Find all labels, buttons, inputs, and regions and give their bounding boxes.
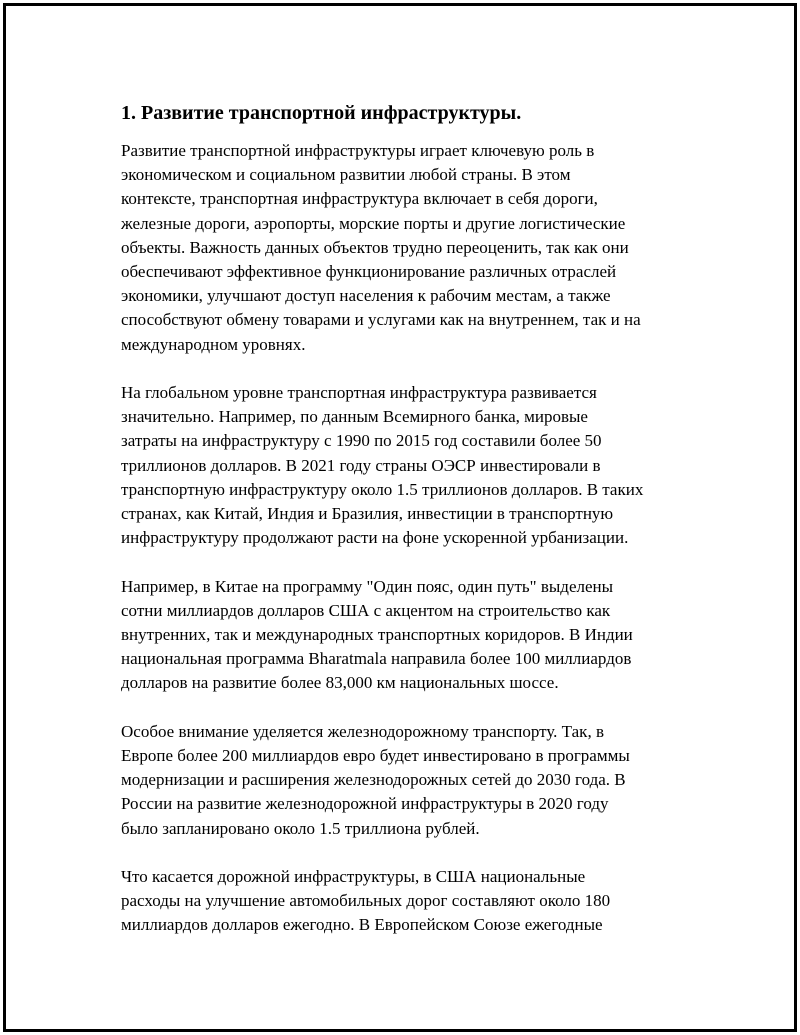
section-heading: 1. Развитие транспортной инфраструктуры. <box>121 102 522 124</box>
paragraph-1 <box>121 139 701 357</box>
paragraph-line: затраты на инфраструктуру с 1990 по 2015 год составили более 50 <box>121 431 602 451</box>
paragraph-line: Европе более 200 миллиардов евро будет инвестировано в программы <box>121 746 630 766</box>
page-frame <box>3 3 797 1032</box>
paragraph-line: внутренних, так и международных транспортных коридоров. В Индии <box>121 625 633 645</box>
paragraph-4 <box>121 720 701 841</box>
paragraph-line: триллионов долларов. В 2021 году страны ОЭСР инвестировали в <box>121 455 601 475</box>
paragraph-line: России на развитие железнодорожной инфраструктуры в 2020 году <box>121 794 609 814</box>
paragraph-line: Развитие транспортной инфраструктуры играет ключевую роль в <box>121 141 595 160</box>
paragraph-line: модернизации и расширения железнодорожных сетей до 2030 года. В <box>121 770 626 790</box>
paragraph-line: долларов на развитие более 83,000 км национальных шоссе. <box>121 673 559 693</box>
paragraph-line: способствуют обмену товарами и услугами как на внутреннем, так и на <box>121 310 641 330</box>
paragraph-line: экономики, улучшают доступ населения к рабочим местам, а также <box>121 286 611 306</box>
document-body <box>121 100 701 962</box>
paragraph-line: миллиардов долларов ежегодно. В Европейском Союзе ежегодные <box>121 915 603 935</box>
paragraph-line: Особое внимание уделяется железнодорожному транспорту. Так, в <box>121 721 604 741</box>
paragraph-line: международном уровнях. <box>121 334 306 354</box>
paragraph-line: На глобальном уровне транспортная инфраструктура развивается <box>121 383 597 403</box>
paragraph-line: значительно. Например, по данным Всемирного банка, мировые <box>121 407 588 427</box>
paragraph-line: Что касается дорожной инфраструктуры, в США национальные <box>121 867 586 887</box>
paragraph-line: национальная программа Bharatmala направила более 100 миллиардов <box>121 649 632 669</box>
paragraph-line: Например, в Китае на программу "Один пояс, один путь" выделены <box>121 576 614 596</box>
paragraph-line: железные дороги, аэропорты, морские порты и другие логистические <box>121 213 626 233</box>
paragraph-line: инфраструктуру продолжают расти на фоне ускоренной урбанизации. <box>121 528 629 548</box>
paragraph-line: транспортную инфраструктуру около 1.5 триллионов долларов. В таких <box>121 479 644 499</box>
paragraph-2 <box>121 381 701 550</box>
paragraph-line: расходы на улучшение автомобильных дорог составляют около 180 <box>121 891 611 911</box>
paragraph-line: обеспечивают эффективное функционирование различных отраслей <box>121 262 617 282</box>
paragraph-line: объекты. Важность данных объектов трудно переоценить, так как они <box>121 237 629 257</box>
paragraph-line: сотни миллиардов долларов США с акцентом на строительство как <box>121 600 611 620</box>
paragraph-5 <box>121 865 701 938</box>
paragraph-line: экономическом и социальном развитии любой страны. В этом <box>121 165 571 185</box>
paragraph-line: было запланировано около 1.5 триллиона рублей. <box>121 818 480 838</box>
paragraph-line: странах, как Китай, Индия и Бразилия, инвестиции в транспортную <box>121 504 614 524</box>
paragraph-3 <box>121 575 701 696</box>
paragraph-line: контексте, транспортная инфраструктура включает в себя дороги, <box>121 189 598 209</box>
